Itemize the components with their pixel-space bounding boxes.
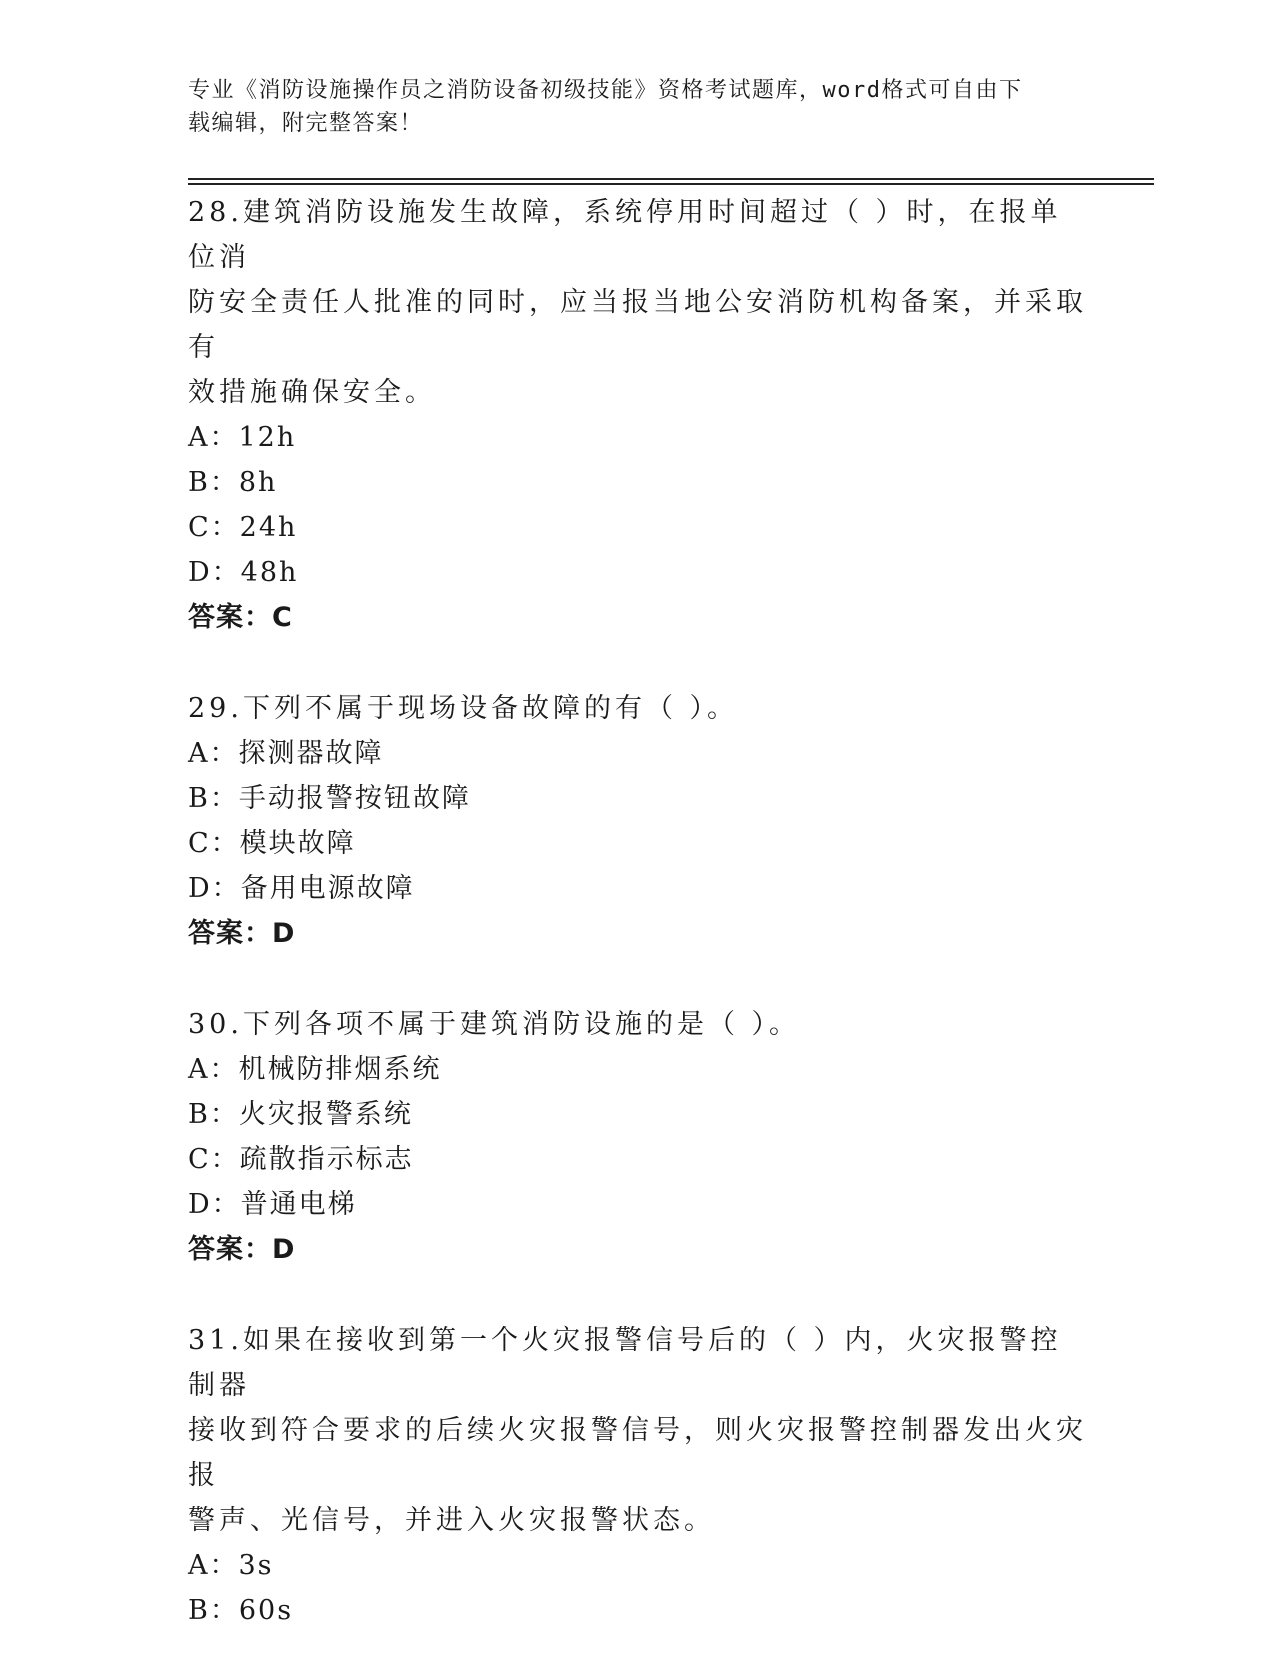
option-c: C：模块故障 [188, 828, 356, 859]
answer: 答案：D [188, 918, 296, 949]
option-d: D：备用电源故障 [188, 873, 415, 904]
option-b: B：火灾报警系统 [188, 1099, 413, 1130]
option-d: D：普通电梯 [188, 1189, 357, 1220]
answer: 答案：D [188, 1234, 296, 1265]
option-d: D：48h [188, 557, 299, 588]
option-c: C：疏散指示标志 [188, 1144, 414, 1175]
header-line-2: 载编辑，附完整答案！ [188, 111, 424, 136]
option-a: A：3s [188, 1550, 274, 1581]
question-text-line: 警声、光信号，并进入火灾报警状态。 [188, 1505, 715, 1536]
document-header [188, 74, 1068, 140]
question-text-line: 效措施确保安全。 [188, 377, 436, 408]
question-text-line: 接收到符合要求的后续火灾报警信号，则火灾报警控制器发出火灾报 [188, 1415, 1087, 1491]
header-divider-top [188, 178, 1154, 180]
question-list [188, 190, 1088, 1679]
option-b: B：手动报警按钮故障 [188, 783, 471, 814]
option-a: A：探测器故障 [188, 738, 384, 769]
header-divider-bottom [188, 183, 1154, 185]
question-30 [188, 1002, 1088, 1272]
question-28 [188, 190, 1088, 640]
option-c: C：24h [188, 512, 298, 543]
question-text-line: 30.下列各项不属于建筑消防设施的是（ ）。 [188, 1009, 801, 1040]
question-31 [188, 1318, 1088, 1633]
question-text-line: 29.下列不属于现场设备故障的有（ ）。 [188, 693, 739, 724]
answer: 答案：C [188, 602, 293, 633]
question-text-line: 防安全责任人批准的同时，应当报当地公安消防机构备案，并采取有 [188, 287, 1087, 363]
question-29 [188, 686, 1088, 956]
option-b: B：60s [188, 1595, 294, 1626]
question-text-line: 28.建筑消防设施发生故障，系统停用时间超过（ ）时，在报单位消 [188, 197, 1062, 273]
header-line-1: 专业《消防设施操作员之消防设备初级技能》资格考试题库，word格式可自由下 [188, 78, 1023, 103]
option-a: A：机械防排烟系统 [188, 1054, 442, 1085]
question-text-line: 31.如果在接收到第一个火灾报警信号后的（ ）内，火灾报警控制器 [188, 1325, 1062, 1401]
option-a: A：12h [188, 422, 297, 453]
option-b: B：8h [188, 467, 278, 498]
